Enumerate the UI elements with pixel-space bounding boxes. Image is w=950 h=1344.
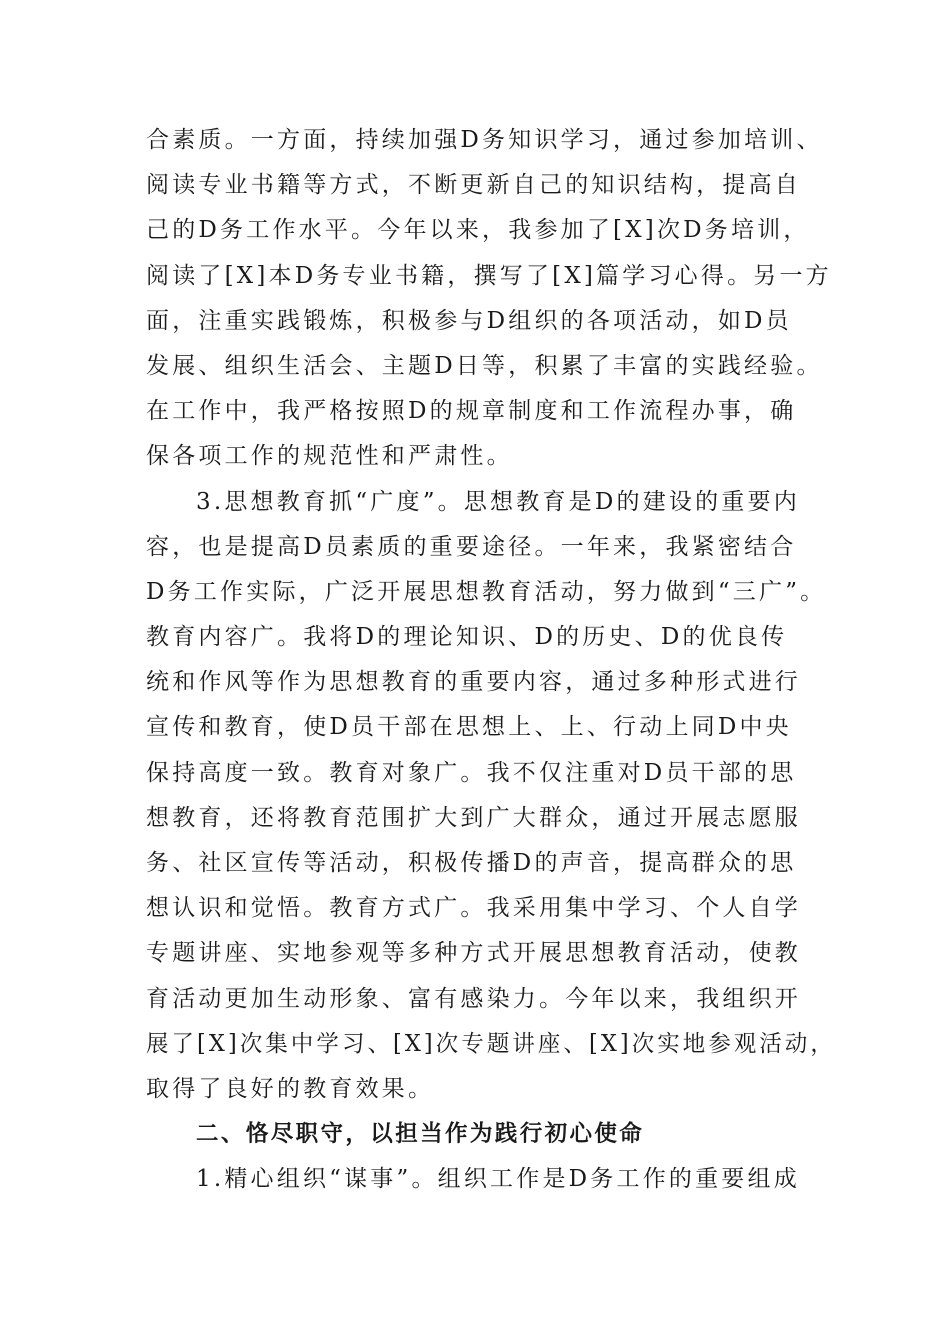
text-line: 展了[X]次集中学习、[X]次专题讲座、[X]次实地参观活动，	[146, 1030, 836, 1057]
text-line: 统和作风等作为思想教育的重要内容，通过多种形式进行	[146, 669, 801, 696]
text-line: 教育内容广。我将D的理论知识、D的历史、D的优良传	[146, 624, 788, 651]
text-line: 己的D务工作水平。今年以来，我参加了[X]次D务培训，	[146, 217, 810, 244]
text-line: 育活动更加生动形象、富有感染力。今年以来，我组织开	[146, 985, 801, 1012]
text-line: 取得了良好的教育效果。	[146, 1075, 435, 1102]
paragraph-start-line: 3.思想教育抓“广度”。思想教育是D的建设的重要内	[196, 488, 800, 515]
text-line: 宣传和教育，使D员干部在思想上、上、行动上同D中央	[146, 714, 792, 741]
text-line: 想认识和觉悟。教育方式广。我采用集中学习、个人自学	[146, 895, 801, 922]
text-line: 保各项工作的规范性和严肃性。	[146, 443, 513, 470]
text-line: 阅读了[X]本D务专业书籍，撰写了[X]篇学习心得。另一方	[146, 262, 832, 289]
section-heading: 二、恪尽职守，以担当作为践行初心使命	[196, 1121, 645, 1148]
text-line: D务工作实际，广泛开展思想教育活动，努力做到“三广”。	[146, 578, 827, 605]
text-line: 阅读专业书籍等方式，不断更新自己的知识结构，提高自	[146, 172, 801, 199]
paragraph-start-line: 1.精心组织“谋事”。组织工作是D务工作的重要组成	[196, 1166, 800, 1193]
text-line: 专题讲座、实地参观等多种方式开展思想教育活动，使教	[146, 940, 801, 967]
document-body	[146, 118, 836, 1203]
text-line: 保持高度一致。教育对象广。我不仅注重对D员干部的思	[146, 759, 797, 786]
text-line: 合素质。一方面，持续加强D务知识学习，通过参加培训、	[146, 127, 823, 153]
text-line: 在工作中，我严格按照D的规章制度和工作流程办事，确	[146, 398, 797, 425]
text-line: 想教育，还将教育范围扩大到广大群众，通过开展志愿服	[146, 804, 801, 831]
text-line: 发展、组织生活会、主题D日等，积累了丰富的实践经验。	[146, 352, 823, 379]
text-line: 务、社区宣传等活动，积极传播D的声音，提高群众的思	[146, 850, 797, 876]
text-line: 容，也是提高D员素质的重要途径。一年来，我紧密结合	[146, 533, 797, 560]
text-line: 面，注重实践锻炼，积极参与D组织的各项活动，如D员	[146, 307, 792, 334]
